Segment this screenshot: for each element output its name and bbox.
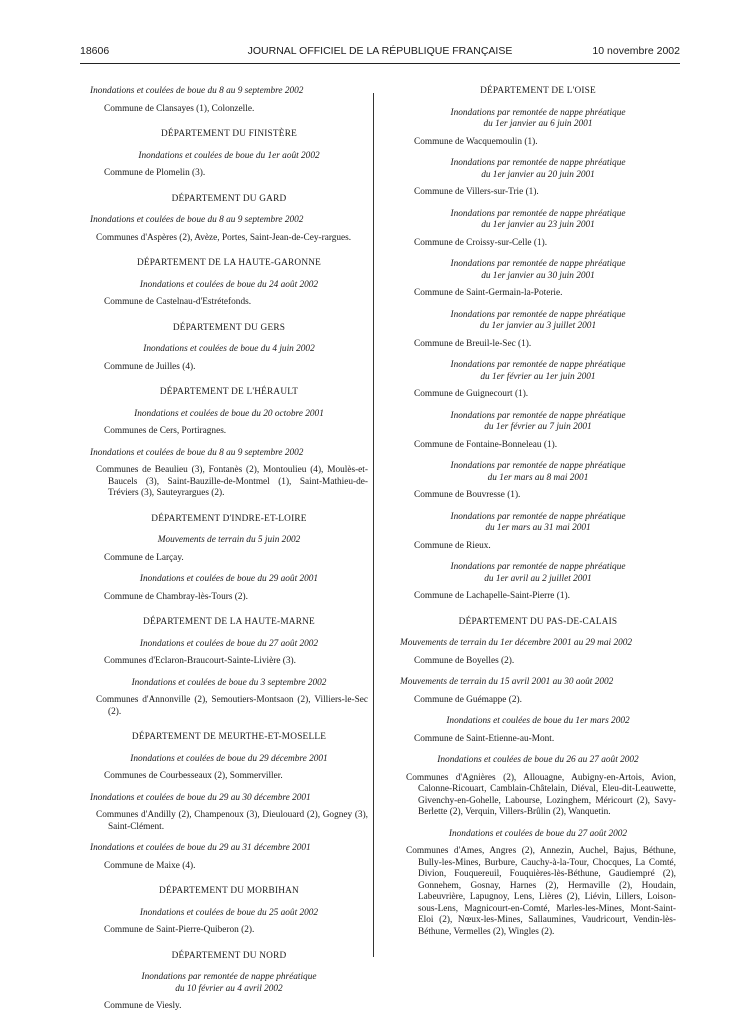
right-column xyxy=(400,86,676,942)
event-title: Inondations et coulées de boue du 29 août 2001 xyxy=(139,574,319,584)
journal-title: JOURNAL OFFICIEL DE LA RÉPUBLIQUE FRANÇAISE xyxy=(247,45,513,57)
department-heading: DÉPARTEMENT DE LA HAUTE-MARNE xyxy=(143,617,315,627)
event-title: Mouvements de terrain du 1er décembre 2001 au 29 mai 2002 xyxy=(400,638,633,648)
department-heading: DÉPARTEMENT DE MEURTHE-ET-MOSELLE xyxy=(131,732,327,742)
event-title: Inondations et coulées de boue du 8 au 9 septembre 2002 xyxy=(90,447,304,458)
commune-list: Commune de Bouvresse (1). xyxy=(414,490,521,500)
commune-list: Commune de Guémappe (2). xyxy=(414,694,522,705)
commune-list: Commune de Saint-Pierre-Quiberon (2). xyxy=(104,925,255,935)
event-title: Inondations et coulées de boue du 29 au 31 décembre 2001 xyxy=(90,843,311,853)
department-heading: DÉPARTEMENT DU GERS xyxy=(172,322,286,333)
event-title: Inondations et coulées de boue du 24 août 2002 xyxy=(139,279,319,290)
event-title: Inondations et coulées de boue du 29 au 30 décembre 2001 xyxy=(90,792,311,803)
event-title: Inondations par remontée de nappe phréatique du 1er janvier au 30 juin 2001 xyxy=(450,259,626,281)
commune-list: Commune de Viesly. xyxy=(104,1001,182,1011)
commune-list: Communes de Courbesseaux (2), Sommerviller. xyxy=(104,771,283,781)
column-divider xyxy=(373,93,374,957)
department-heading: DÉPARTEMENT DE L'OISE xyxy=(480,86,596,96)
commune-list: Communes d'Ames, Angres (2), Annezin, Auchel, Bajus, Béthune, Bully-les-Mines, Burbure, Cauchy-à-la-Tour, Chocques, La Comté, Divion, Fouquereuil, Fouquières-lès-Béthune, Gaudiempré (2), Gonnehem, Gosnay, Harnes (2), Hermaville (2), Houdain, Labeuvrière, Lapugnoy, Lens, Lières (2), Liévin, Lillers, Loison-sous-Lens, Magnicourt-en-Comté, Marles-les-Mines, Mont-Saint-Eloi (2), Nœux-les-Mines, Sallaumines, Vaudricourt, Vendin-lès-Béthune, Vermelles (2), Wingles (2). xyxy=(406,846,676,937)
commune-list: Commune de Boyelles (2). xyxy=(414,655,515,666)
event-title: Inondations et coulées de boue du 1er mars 2002 xyxy=(446,716,630,726)
department-heading: DÉPARTEMENT DU MORBIHAN xyxy=(159,886,299,896)
page-number: 18606 xyxy=(80,45,110,57)
event-title: Inondations par remontée de nappe phréatique du 1er avril au 2 juillet 2001 xyxy=(450,562,626,584)
event-title: Inondations et coulées de boue du 20 octobre 2001 xyxy=(134,408,324,419)
commune-list: Commune de Croissy-sur-Celle (1). xyxy=(414,237,548,248)
commune-list: Commune de Juilles (4). xyxy=(104,361,196,372)
department-heading: DÉPARTEMENT DU PAS-DE-CALAIS xyxy=(458,616,618,627)
commune-list: Commune de Saint-Germain-la-Poterie. xyxy=(414,288,563,298)
commune-list: Commune de Plomelin (3). xyxy=(104,168,206,178)
event-title: Inondations et coulées de boue du 27 août 2002 xyxy=(448,828,628,839)
department-heading: DÉPARTEMENT DU GARD xyxy=(171,193,287,204)
event-title: Inondations par remontée de nappe phréatique du 1er mars au 8 mai 2001 xyxy=(450,461,626,483)
publication-date: 10 novembre 2002 xyxy=(592,45,680,57)
event-title: Inondations et coulées de boue du 29 décembre 2001 xyxy=(130,753,328,764)
left-column xyxy=(90,86,368,1017)
event-title: Inondations et coulées de boue du 1er août 2002 xyxy=(138,150,320,161)
commune-list: Commune de Larçay. xyxy=(104,552,184,563)
event-title: Inondations et coulées de boue du 8 au 9 septembre 2002 xyxy=(90,86,304,96)
commune-list: Commune de Lachapelle-Saint-Pierre (1). xyxy=(414,591,570,601)
commune-list: Commune de Wacquemoulin (1). xyxy=(414,136,538,147)
event-title: Inondations et coulées de boue du 3 septembre 2002 xyxy=(131,677,327,688)
commune-list: Commune de Chambray-lès-Tours (2). xyxy=(104,591,248,602)
event-title: Inondations par remontée de nappe phréatique du 1er février au 7 juin 2001 xyxy=(450,410,626,432)
commune-list: Communes d'Annonville (2), Semoutiers-Montsaon (2), Villiers-le-Sec (2). xyxy=(96,695,368,717)
commune-list: Commune de Breuil-le-Sec (1). xyxy=(414,338,532,349)
event-title: Mouvements de terrain du 5 juin 2002 xyxy=(157,535,301,545)
event-title: Inondations par remontée de nappe phréatique du 10 février au 4 avril 2002 xyxy=(141,972,317,994)
department-heading: DÉPARTEMENT DU NORD xyxy=(171,950,287,961)
event-title: Inondations et coulées de boue du 27 août 2002 xyxy=(139,638,319,649)
event-title: Inondations par remontée de nappe phréatique du 1er mars au 31 mai 2001 xyxy=(450,511,626,533)
commune-list: Commune de Rieux. xyxy=(414,540,491,551)
department-heading: DÉPARTEMENT DE L'HÉRAULT xyxy=(159,387,299,397)
event-title: Inondations et coulées de boue du 26 au 27 août 2002 xyxy=(437,755,639,765)
event-title: Inondations par remontée de nappe phréatique du 1er janvier au 3 juillet 2001 xyxy=(450,309,626,331)
commune-list: Commune de Saint-Etienne-au-Mont. xyxy=(414,733,555,744)
header-rule xyxy=(80,63,680,64)
department-heading: DÉPARTEMENT D'INDRE-ET-LOIRE xyxy=(151,513,307,524)
department-heading: DÉPARTEMENT DU FINISTÈRE xyxy=(161,129,297,139)
event-title: Inondations et coulées de boue du 25 août 2002 xyxy=(139,907,319,918)
event-title: Inondations par remontée de nappe phréatique du 1er janvier au 23 juin 2001 xyxy=(450,208,626,230)
commune-list: Communes d'Andilly (2), Champenoux (3), Dieulouard (2), Gogney (3), Saint-Clément. xyxy=(96,810,368,832)
commune-list: Commune de Villers-sur-Trie (1). xyxy=(414,187,539,197)
event-title: Inondations et coulées de boue du 4 juin 2002 xyxy=(143,344,315,354)
commune-list: Commune de Fontaine-Bonneleau (1). xyxy=(414,439,558,450)
event-title: Inondations par remontée de nappe phréatique du 1er janvier au 6 juin 2001 xyxy=(450,107,626,129)
commune-list: Communes de Beaulieu (3), Fontanès (2), Montoulieu (4), Moulès-et-Baucels (3), Saint-Bauzille-de-Montmel (1), Saint-Mathieu-de-Tréviers (3), Sauteyrargues (2). xyxy=(96,465,368,498)
commune-list: Commune de Guignecourt (1). xyxy=(414,389,529,399)
commune-list: Communes d'Aspères (2), Avèze, Portes, Saint-Jean-de-Cey-rargues. xyxy=(96,232,352,243)
commune-list: Communes d'Agnières (2), Allouagne, Aubigny-en-Artois, Avion, Calonne-Ricouart, Camblain-Châtelain, Diéval, Eleu-dit-Leauwette, Givenchy-en-Gohelle, Labourse, Lozinghem, Méricourt (2), Savy-Berlette (2), Verquin, Villers-Brûlin (2), Wanquetin. xyxy=(406,772,676,817)
commune-list: Communes d'Eclaron-Braucourt-Sainte-Livière (3). xyxy=(104,656,296,666)
commune-list: Commune de Maixe (4). xyxy=(104,860,196,871)
event-title: Inondations et coulées de boue du 8 au 9 septembre 2002 xyxy=(90,215,304,225)
event-title: Inondations par remontée de nappe phréatique du 1er février au 1er juin 2001 xyxy=(450,360,626,382)
event-title: Mouvements de terrain du 15 avril 2001 au 30 août 2002 xyxy=(400,677,614,687)
commune-list: Commune de Clansayes (1), Colonzelle. xyxy=(104,103,255,114)
event-title: Inondations par remontée de nappe phréatique du 1er janvier au 20 juin 2001 xyxy=(450,158,626,180)
page-header xyxy=(80,45,680,61)
department-heading: DÉPARTEMENT DE LA HAUTE-GARONNE xyxy=(136,258,322,268)
commune-list: Commune de Castelnau-d'Estrétefonds. xyxy=(104,297,252,307)
commune-list: Communes de Cers, Portiragnes. xyxy=(104,426,227,436)
